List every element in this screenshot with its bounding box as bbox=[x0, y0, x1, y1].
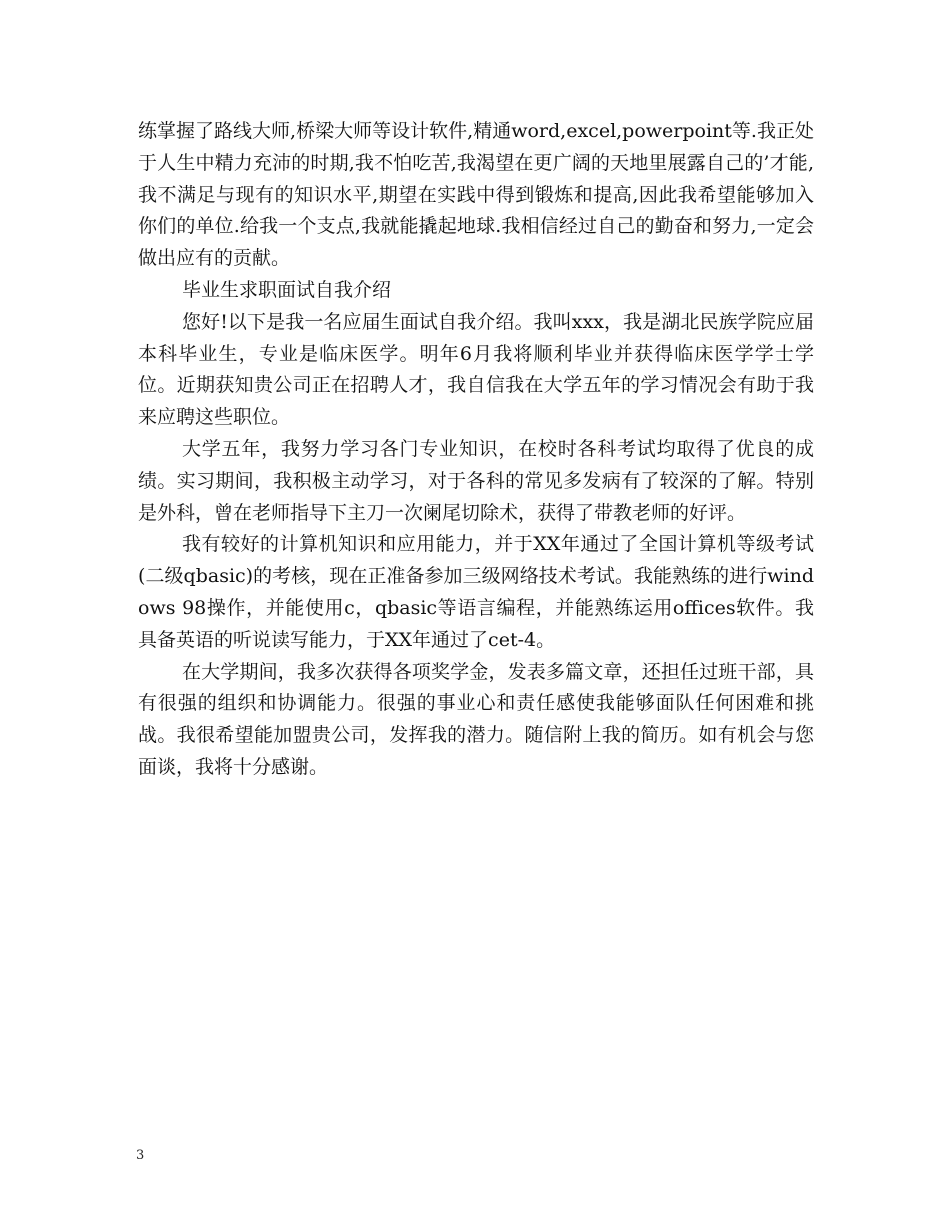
document-body bbox=[138, 116, 814, 784]
paragraph-continued: 练掌握了路线大师,桥梁大师等设计软件,精通word,excel,powerpoint等.我正处于人生中精力充沛的时期,我不怕吃苦,我渴望在更广阔的天地里展露自己的’才能,我不满足与现有的知识水平,期望在实践中得到锻炼和提高,因此我希望能够加入你们的单位.给我一个支点,我就能撬起地球.我相信经过自己的勤奋和努力,一定会做出应有的贡献。 bbox=[138, 120, 814, 270]
paragraph-activities: 在大学期间，我多次获得各项奖学金，发表多篇文章，还担任过班干部，具有很强的组织和协调能力。很强的事业心和责任感使我能够面队任何困难和挑战。我很希望能加盟贵公司，发挥我的潜力。随信附上我的简历。如有机会与您面谈，我将十分感谢。 bbox=[138, 660, 814, 778]
paragraph-greeting: 您好!以下是我一名应届生面试自我介绍。我叫xxx，我是湖北民族学院应届本科毕业生，专业是临床医学。明年6月我将顺利毕业并获得临床医学学士学位。近期获知贵公司正在招聘人才，我自信我在大学五年的学习情况会有助于我来应聘这些职位。 bbox=[138, 310, 814, 429]
page-number: 3 bbox=[136, 1148, 145, 1163]
paragraph-university: 大学五年，我努力学习各门专业知识，在校时各科考试均取得了优良的成绩。实习期间，我积极主动学习，对于各科的常见多发病有了较深的了解。特别是外科，曾在老师指导下主刀一次阑尾切除术，获得了带教老师的好评。 bbox=[138, 437, 814, 524]
section-heading: 毕业生求职面试自我介绍 bbox=[182, 278, 392, 301]
paragraph-computer-skills: 我有较好的计算机知识和应用能力，并于XX年通过了全国计算机等级考试(二级qbasic)的考核，现在正准备参加三级网络技术考试。我能熟练的进行windows 98操作，并能使用c，qbasic等语言编程，并能熟练运用offices软件。我具备英语的听说读写能力，于XX年通过了cet-4。 bbox=[138, 533, 814, 651]
